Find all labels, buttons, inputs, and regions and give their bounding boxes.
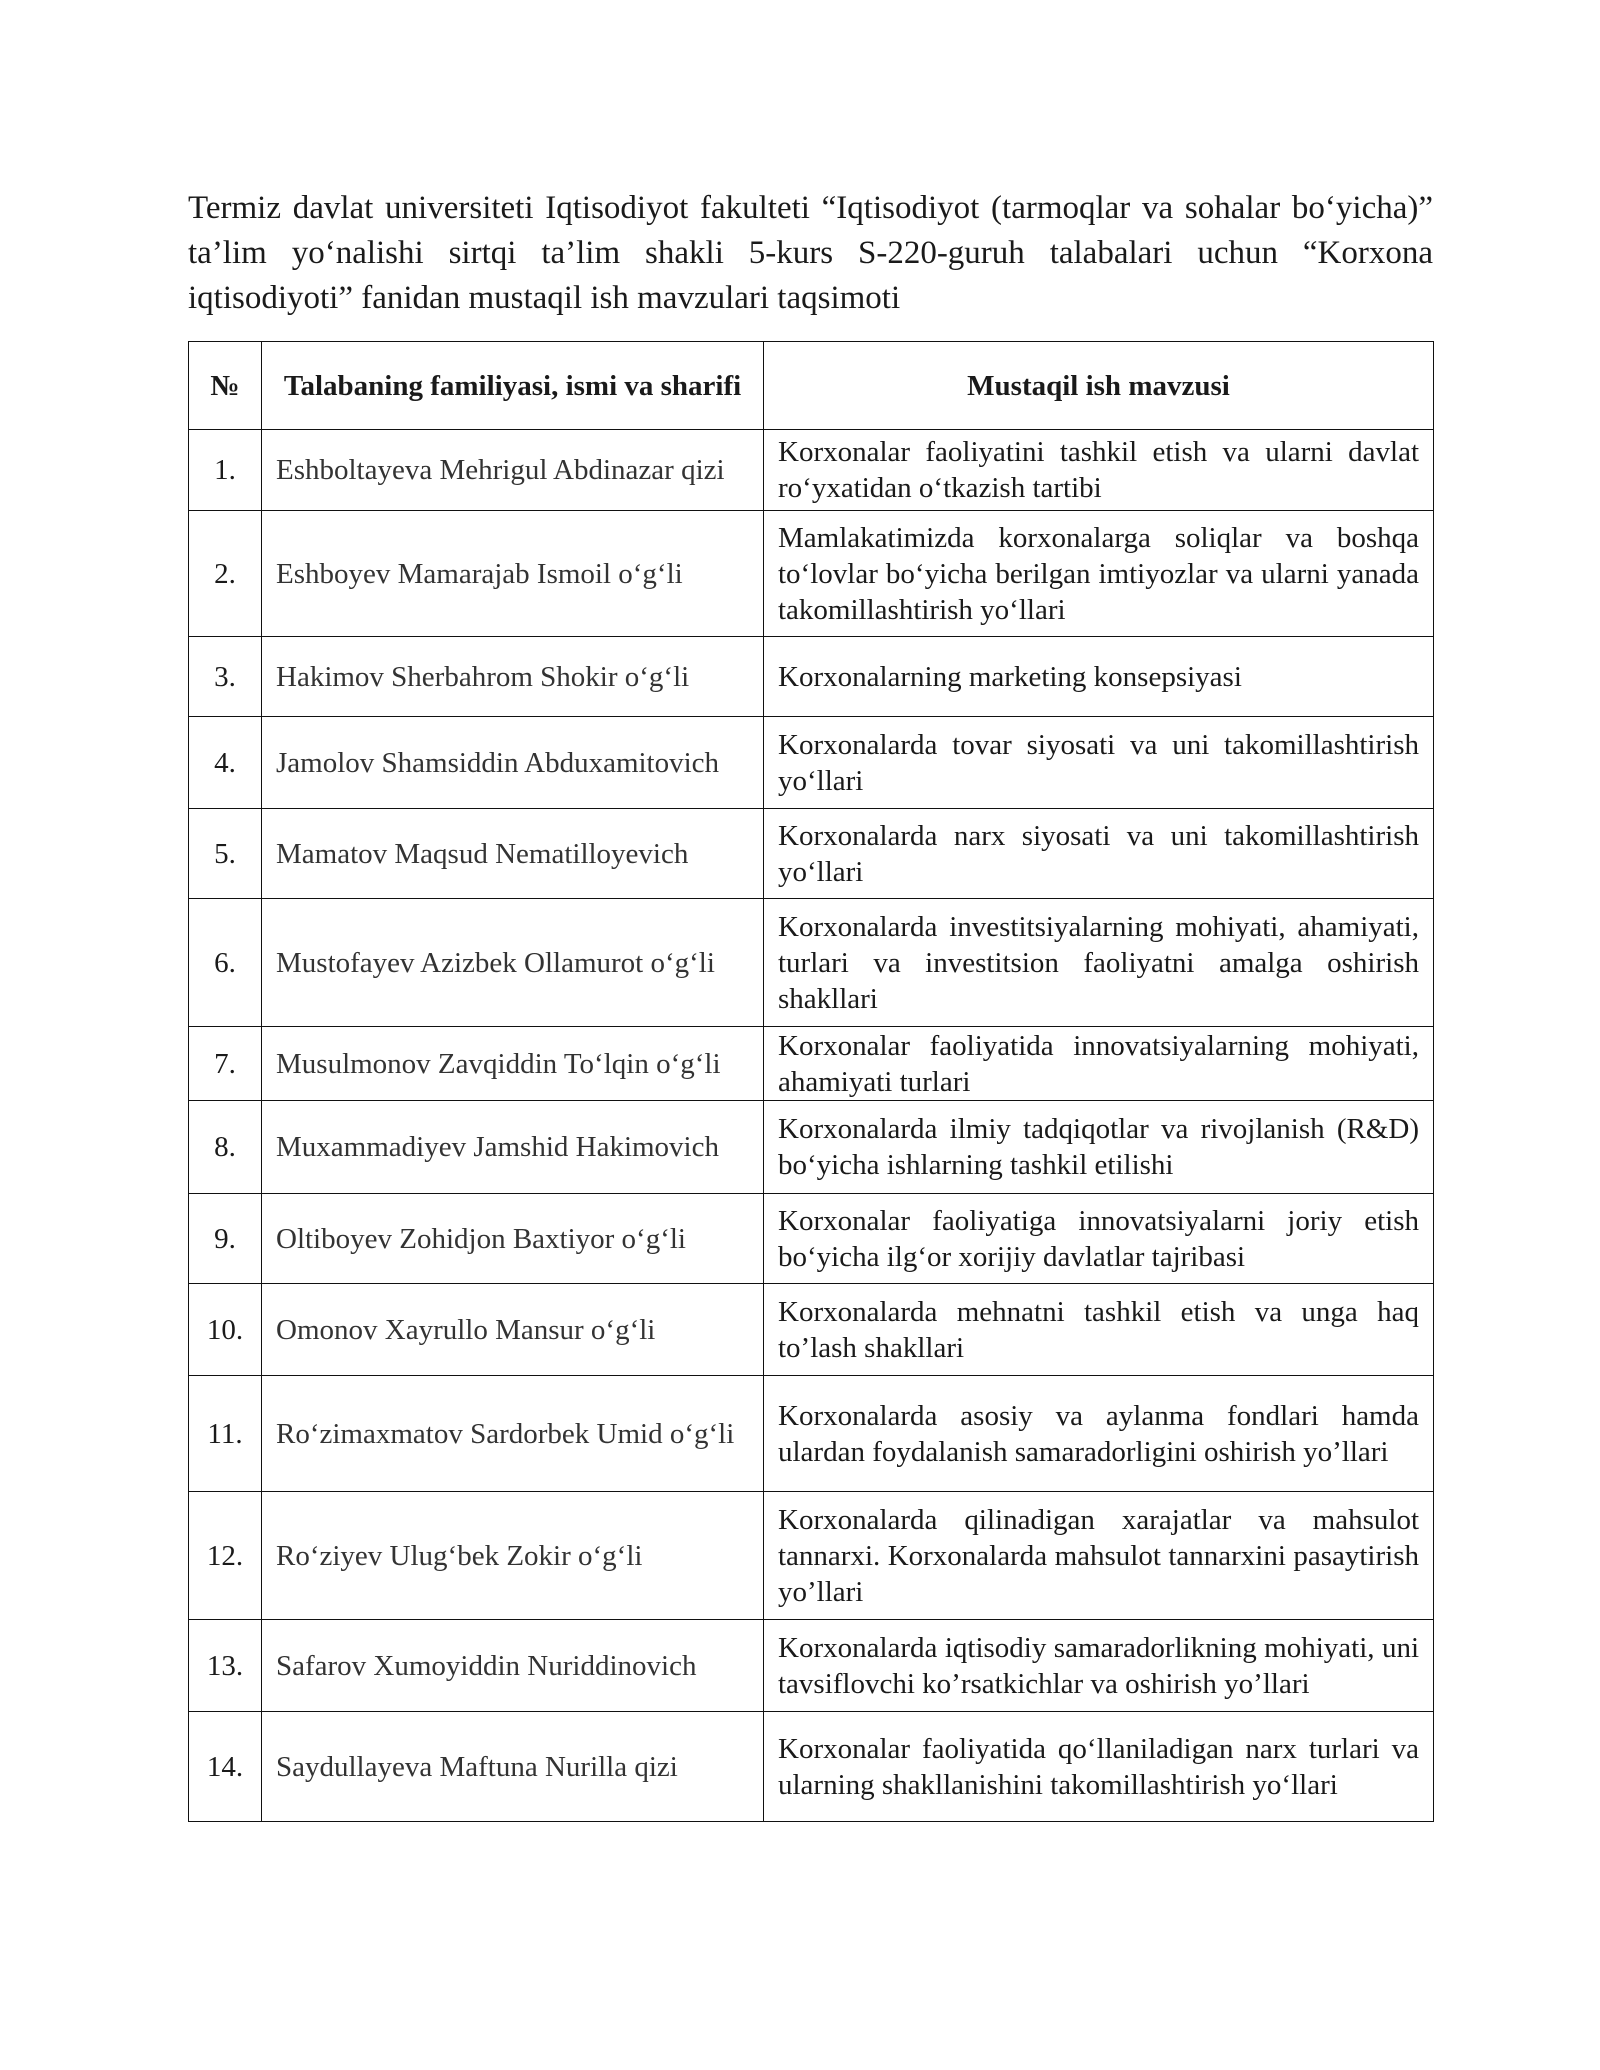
- work-topic: Korxonalarda iqtisodiy samaradorlikning mohiyati, uni tavsiflovchi ko’rsatkichlar va oshirish yo’llari: [764, 1620, 1434, 1712]
- work-topic: Korxonalarda investitsiyalarning mohiyati, ahamiyati, turlari va investitsion faoliyatni amalga oshirish shakllari: [764, 899, 1434, 1027]
- column-header-name: Talabaning familiyasi, ismi va sharifi: [262, 342, 764, 430]
- work-topic: Mamlakatimizda korxonalarga soliqlar va boshqa to‘lovlar bo‘yicha berilgan imtiyozlar va ularni yanada takomillashtirish yo‘llari: [764, 511, 1434, 637]
- table-row: [189, 899, 1434, 1027]
- row-number: 4.: [189, 717, 262, 809]
- work-topic: Korxonalarda qilinadigan xarajatlar va mahsulot tannarxi. Korxonalarda mahsulot tannarxini pasaytirish yo’llari: [764, 1492, 1434, 1620]
- student-name: Mamatov Maqsud Nematilloyevich: [262, 809, 764, 899]
- table-row: [189, 1620, 1434, 1712]
- table-row: [189, 1027, 1434, 1101]
- table-row: [189, 1101, 1434, 1194]
- work-topic: Korxonalarda asosiy va aylanma fondlari hamda ulardan foydalanish samaradorligini oshirish yo’llari: [764, 1376, 1434, 1492]
- row-number: 6.: [189, 899, 262, 1027]
- document-heading: Termiz davlat universiteti Iqtisodiyot fakulteti “Iqtisodiyot (tarmoqlar va sohalar bo‘yicha)” ta’lim yo‘nalishi sirtqi ta’lim shakli 5-kurs S-220-guruh talabalari uchun “Korxona iqtisodiyoti” fanidan mustaqil ish mavzulari taqsimoti: [188, 190, 1433, 316]
- row-number: 11.: [189, 1376, 262, 1492]
- row-number: 10.: [189, 1284, 262, 1376]
- work-topic: Korxonalar faoliyatida innovatsiyalarning mohiyati, ahamiyati turlari: [764, 1027, 1434, 1101]
- work-topic: Korxonalar faoliyatiga innovatsiyalarni joriy etish bo‘yicha ilg‘or xorijiy davlatlar tajribasi: [764, 1194, 1434, 1284]
- student-name: Hakimov Sherbahrom Shokir o‘g‘li: [262, 637, 764, 717]
- column-header-number: №: [189, 342, 262, 430]
- work-topic: Korxonalarda ilmiy tadqiqotlar va rivojlanish (R&D) bo‘yicha ishlarning tashkil etilishi: [764, 1101, 1434, 1194]
- student-name: Omonov Xayrullo Mansur o‘g‘li: [262, 1284, 764, 1376]
- student-name: Jamolov Shamsiddin Abduxamitovich: [262, 717, 764, 809]
- table-row: [189, 430, 1434, 511]
- student-name: Musulmonov Zavqiddin To‘lqin o‘g‘li: [262, 1027, 764, 1101]
- row-number: 12.: [189, 1492, 262, 1620]
- student-name: Muxammadiyev Jamshid Hakimovich: [262, 1101, 764, 1194]
- student-name: Mustofayev Azizbek Ollamurot o‘g‘li: [262, 899, 764, 1027]
- table-header-row: [189, 342, 1434, 430]
- row-number: 13.: [189, 1620, 262, 1712]
- work-topic: Korxonalarning marketing konsepsiyasi: [764, 637, 1434, 717]
- table-row: [189, 511, 1434, 637]
- student-name: Safarov Xumoyiddin Nuriddinovich: [262, 1620, 764, 1712]
- table-row: [189, 637, 1434, 717]
- row-number: 14.: [189, 1712, 262, 1822]
- table-row: [189, 1194, 1434, 1284]
- topics-table: [188, 341, 1434, 1822]
- work-topic: Korxonalarda mehnatni tashkil etish va unga haq to’lash shakllari: [764, 1284, 1434, 1376]
- student-name: Saydullayeva Maftuna Nurilla qizi: [262, 1712, 764, 1822]
- row-number: 1.: [189, 430, 262, 511]
- student-name: Ro‘zimaxmatov Sardorbek Umid o‘g‘li: [262, 1376, 764, 1492]
- work-topic: Korxonalar faoliyatini tashkil etish va ularni davlat ro‘yxatidan o‘tkazish tartibi: [764, 430, 1434, 511]
- row-number: 8.: [189, 1101, 262, 1194]
- student-name: Eshboltayeva Mehrigul Abdinazar qizi: [262, 430, 764, 511]
- work-topic: Korxonalar faoliyatida qo‘llaniladigan narx turlari va ularning shakllanishini takomillashtirish yo‘llari: [764, 1712, 1434, 1822]
- column-header-topic: Mustaqil ish mavzusi: [764, 342, 1434, 430]
- table-row: [189, 809, 1434, 899]
- work-topic: Korxonalarda tovar siyosati va uni takomillashtirish yo‘llari: [764, 717, 1434, 809]
- student-name: Ro‘ziyev Ulug‘bek Zokir o‘g‘li: [262, 1492, 764, 1620]
- table-row: [189, 1284, 1434, 1376]
- row-number: 2.: [189, 511, 262, 637]
- row-number: 9.: [189, 1194, 262, 1284]
- table-row: [189, 1376, 1434, 1492]
- document-page: [188, 186, 1433, 1822]
- student-name: Oltiboyev Zohidjon Baxtiyor o‘g‘li: [262, 1194, 764, 1284]
- work-topic: Korxonalarda narx siyosati va uni takomillashtirish yo‘llari: [764, 809, 1434, 899]
- student-name: Eshboyev Mamarajab Ismoil o‘g‘li: [262, 511, 764, 637]
- table-row: [189, 1492, 1434, 1620]
- table-row: [189, 1712, 1434, 1822]
- row-number: 5.: [189, 809, 262, 899]
- row-number: 3.: [189, 637, 262, 717]
- row-number: 7.: [189, 1027, 262, 1101]
- table-row: [189, 717, 1434, 809]
